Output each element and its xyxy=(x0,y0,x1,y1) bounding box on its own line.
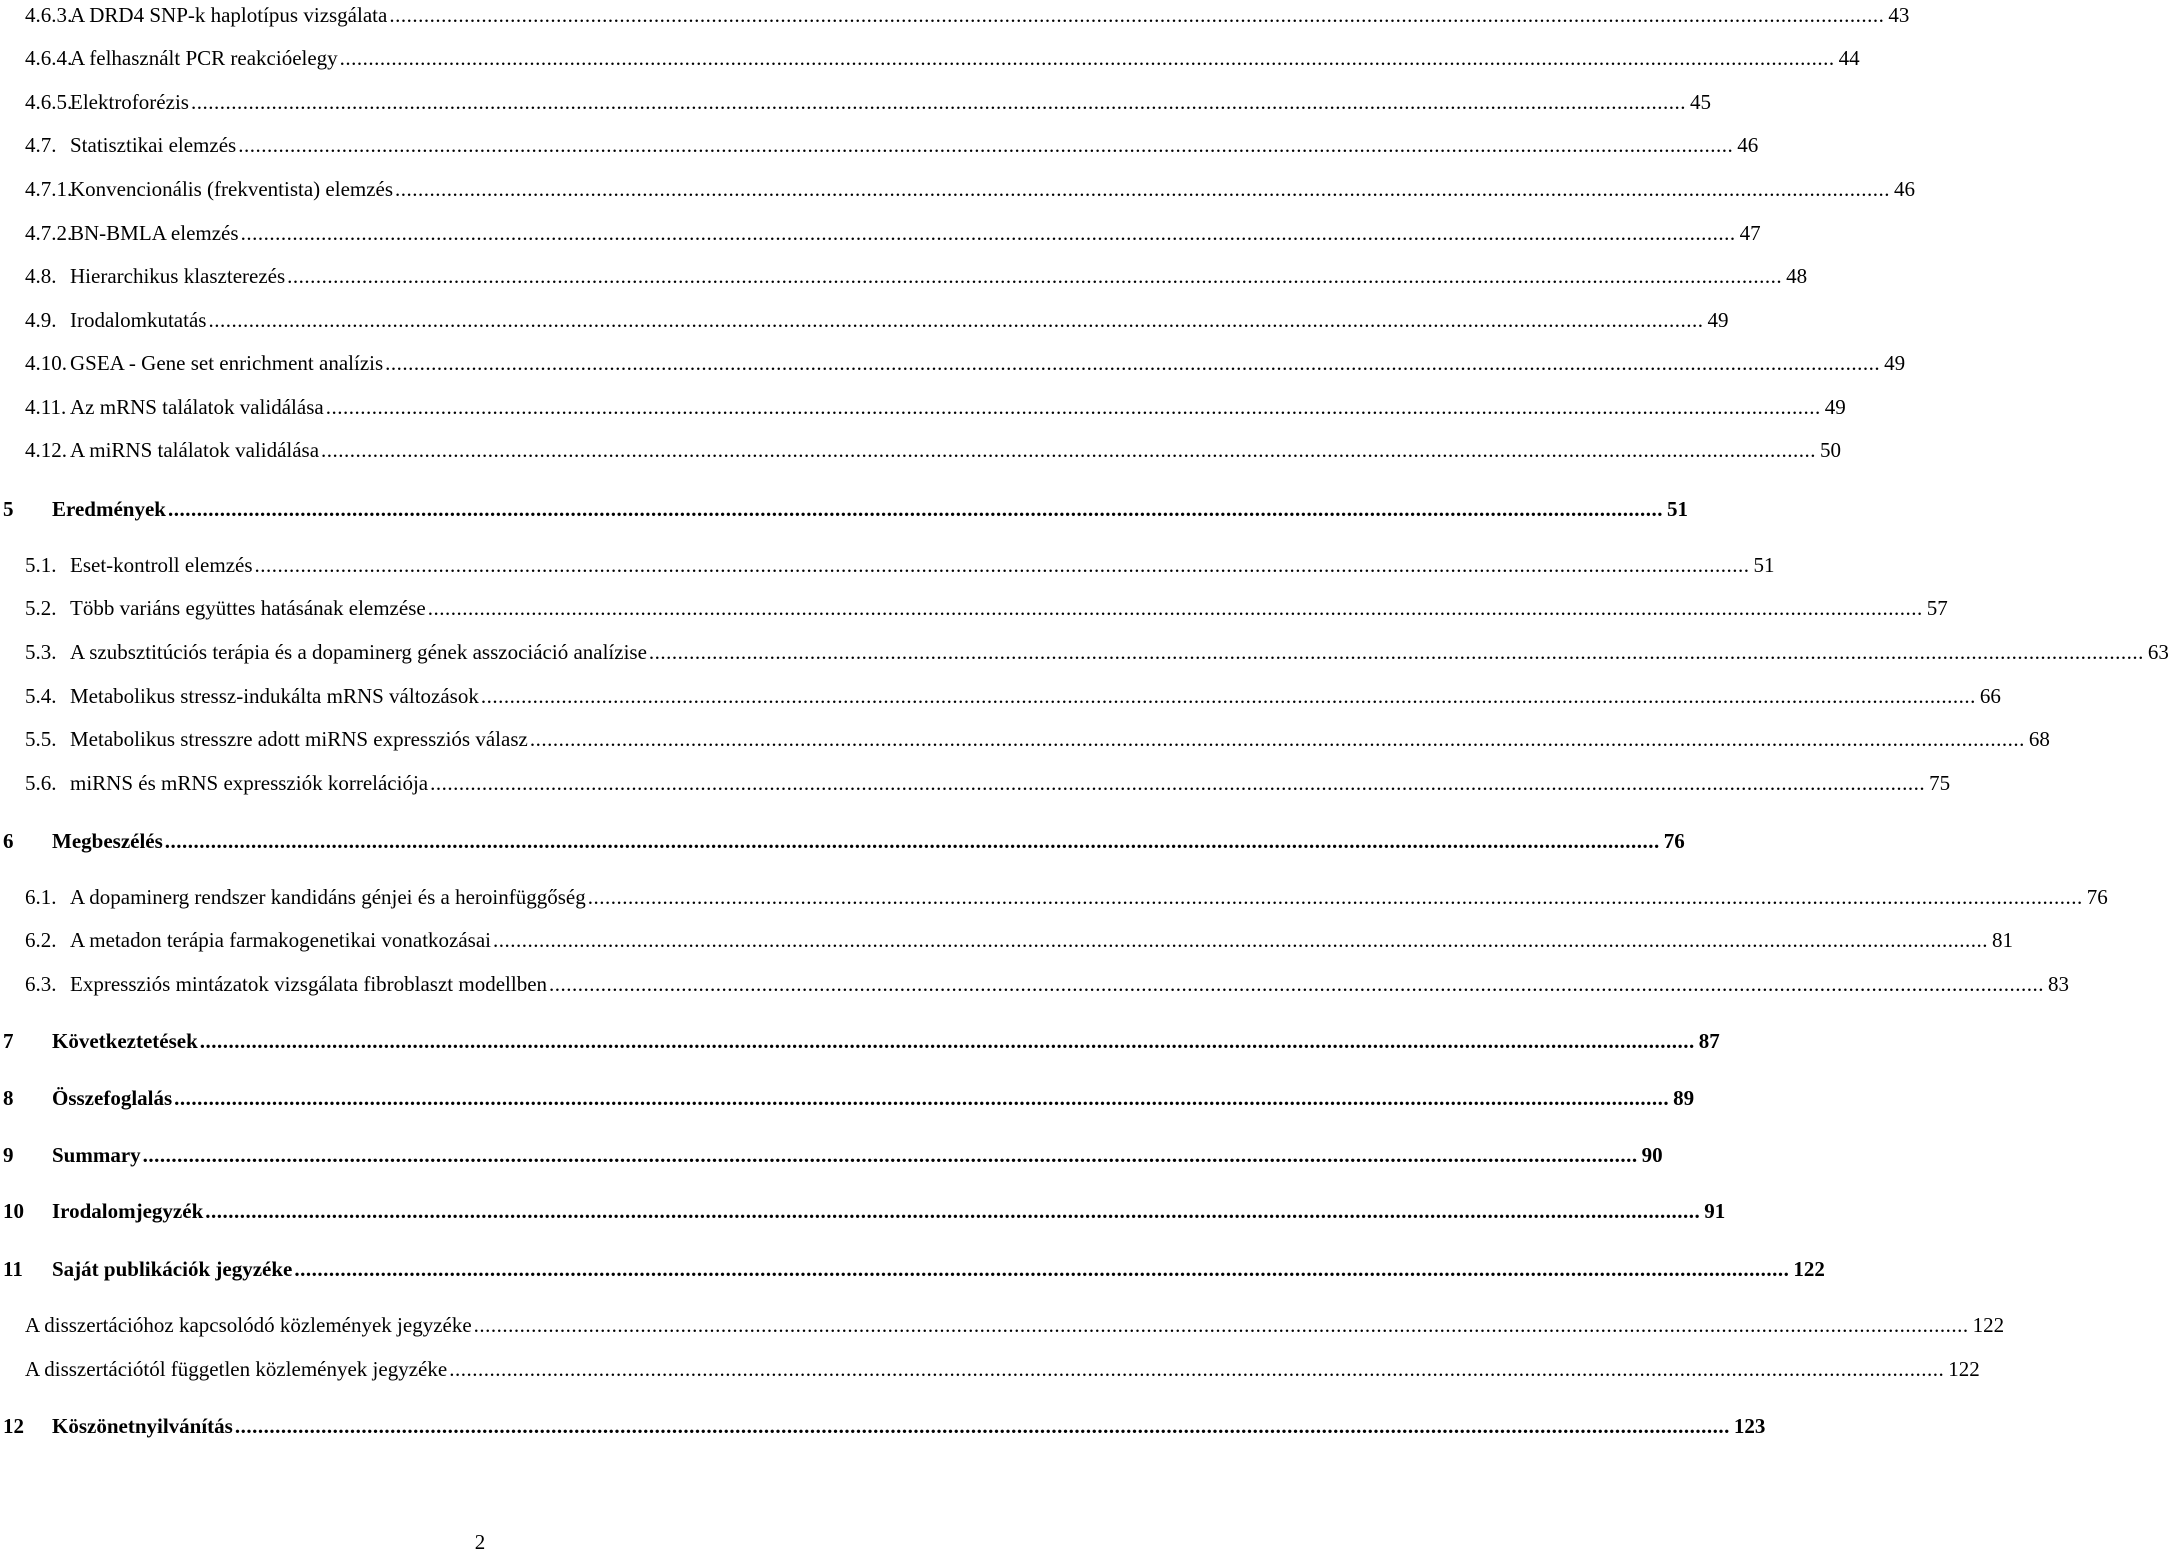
dot-leader: .................................................................................................................................................................................................................................................................... xyxy=(473,1313,1969,1337)
dot-leader: .................................................................................................................................................................................................................................................................... xyxy=(238,133,1734,157)
toc-entry[interactable] xyxy=(0,1254,1825,1284)
toc-entry-page: 81 xyxy=(1992,928,2013,952)
toc-entry-title: BN-BMLA elemzés xyxy=(70,221,239,245)
dot-leader: .................................................................................................................................................................................................................................................................... xyxy=(549,972,2045,996)
toc-entry[interactable] xyxy=(0,1083,1695,1113)
dot-leader: .................................................................................................................................................................................................................................................................... xyxy=(325,395,1821,419)
toc-entry[interactable] xyxy=(0,637,2169,667)
toc-entry[interactable] xyxy=(0,392,1846,422)
toc-entry[interactable] xyxy=(0,1026,1720,1056)
toc-entry-title: Összefoglalás xyxy=(52,1086,173,1110)
toc-entry-page: 51 xyxy=(1666,497,1688,521)
toc-entry-number: 4.6.3. xyxy=(25,3,73,27)
dot-leader: .................................................................................................................................................................................................................................................................... xyxy=(240,221,1736,245)
toc-entry[interactable] xyxy=(0,925,2013,955)
toc-entry-page: 51 xyxy=(1753,553,1775,577)
toc-entry-title: Az mRNS találatok validálása xyxy=(70,395,324,419)
dot-leader: .................................................................................................................................................................................................................................................................... xyxy=(427,596,1923,620)
toc-entry-page: 57 xyxy=(1926,596,1948,620)
toc-entry[interactable] xyxy=(0,1140,1663,1170)
toc-entry-number: 10 xyxy=(3,1199,24,1223)
dot-leader: .................................................................................................................................................................................................................................................................... xyxy=(190,90,1686,114)
toc-entry-title: Eredmények xyxy=(52,497,166,521)
toc-entry[interactable] xyxy=(0,174,1916,204)
toc-entry-page: 83 xyxy=(2048,972,2070,996)
toc-entry-number: 4.6.5. xyxy=(25,90,73,114)
toc-entry-page: 49 xyxy=(1824,395,1846,419)
toc-entry-title: Elektroforézis xyxy=(70,90,189,114)
toc-entry-page: 45 xyxy=(1689,90,1711,114)
dot-leader: .................................................................................................................................................................................................................................................................... xyxy=(287,264,1783,288)
toc-entry[interactable] xyxy=(0,826,1685,856)
toc-entry-page: 43 xyxy=(1888,3,1910,27)
toc-entry-page: 49 xyxy=(1707,308,1729,332)
toc-entry-title: A metadon terápia farmakogenetikai vonatkozásai xyxy=(70,928,491,952)
toc-entry-title: Hierarchikus klaszterezés xyxy=(70,264,286,288)
toc-entry[interactable] xyxy=(0,1196,1726,1226)
toc-entry-title: Irodalomjegyzék xyxy=(52,1199,204,1223)
toc-entry-title: Expressziós mintázatok vizsgálata fibroblaszt modellben xyxy=(70,972,548,996)
toc-entry-number: 5.2. xyxy=(25,596,57,620)
toc-entry[interactable] xyxy=(0,87,1711,117)
toc-entry-page: 123 xyxy=(1733,1414,1766,1438)
toc-entry-number: 6.2. xyxy=(25,928,57,952)
toc-entry-number: 6.3. xyxy=(25,972,57,996)
toc-entry[interactable] xyxy=(0,348,1906,378)
page-number: 2 xyxy=(474,1530,486,1554)
toc-entry-title: Következtetések xyxy=(52,1029,198,1053)
toc-entry[interactable] xyxy=(0,261,1808,291)
toc-entry[interactable] xyxy=(0,305,1729,335)
toc-entry-title: Summary xyxy=(52,1143,141,1167)
toc-entry-page: 47 xyxy=(1739,221,1761,245)
toc-entry-page: 122 xyxy=(1972,1313,2005,1337)
toc-entry-title: A szubsztitúciós terápia és a dopaminerg gének asszociáció analízise xyxy=(70,640,647,664)
toc-entry-page: 122 xyxy=(1948,1357,1980,1381)
dot-leader: .................................................................................................................................................................................................................................................................... xyxy=(395,177,1891,201)
toc-entry-number: 4.8. xyxy=(25,264,57,288)
dot-leader: .................................................................................................................................................................................................................................................................... xyxy=(385,351,1881,375)
toc-entry-title: A disszertációhoz kapcsolódó közlemények jegyzéke xyxy=(25,1313,472,1337)
toc-entry-number: 4.7.1. xyxy=(25,177,73,201)
dot-leader: .................................................................................................................................................................................................................................................................... xyxy=(254,553,1750,577)
dot-leader: .................................................................................................................................................................................................................................................................... xyxy=(648,640,2144,664)
toc-entry-page: 48 xyxy=(1786,264,1808,288)
toc-entry-number: 4.9. xyxy=(25,308,57,332)
dot-leader: .................................................................................................................................................................................................................................................................... xyxy=(587,885,2083,909)
toc-entry-number: 8 xyxy=(3,1086,14,1110)
toc-entry[interactable] xyxy=(0,1310,2005,1340)
dot-leader: .................................................................................................................................................................................................................................................................... xyxy=(174,1086,1670,1110)
toc-entry-page: 76 xyxy=(2086,885,2108,909)
toc-entry-number: 9 xyxy=(3,1143,14,1167)
toc-entry-page: 90 xyxy=(1641,1143,1663,1167)
toc-entry-title: Több variáns együttes hatásának elemzése xyxy=(70,596,426,620)
dot-leader: .................................................................................................................................................................................................................................................................... xyxy=(199,1029,1695,1053)
toc-entry[interactable] xyxy=(0,1411,1766,1441)
dot-leader: .................................................................................................................................................................................................................................................................... xyxy=(142,1143,1638,1167)
toc-entry[interactable] xyxy=(0,130,1759,160)
dot-leader: .................................................................................................................................................................................................................................................................... xyxy=(449,1357,1945,1381)
dot-leader: .................................................................................................................................................................................................................................................................... xyxy=(389,3,1885,27)
toc-entry-number: 6 xyxy=(3,829,14,853)
toc-entry-title: A dopaminerg rendszer kandidáns génjei és a heroinfüggőség xyxy=(70,885,586,909)
dot-leader: .................................................................................................................................................................................................................................................................... xyxy=(234,1414,1730,1438)
toc-entry-number: 6.1. xyxy=(25,885,57,909)
toc-entry[interactable] xyxy=(0,724,2050,754)
toc-entry-page: 87 xyxy=(1698,1029,1720,1053)
toc-entry-page: 68 xyxy=(2028,727,2050,751)
dot-leader: .................................................................................................................................................................................................................................................................... xyxy=(430,771,1926,795)
toc-entry-page: 89 xyxy=(1673,1086,1695,1110)
toc-entry-page: 49 xyxy=(1884,351,1906,375)
toc-entry-title: GSEA - Gene set enrichment analízis xyxy=(70,351,384,375)
toc-entry-number: 5.1. xyxy=(25,553,57,577)
toc-entry[interactable] xyxy=(0,1354,1980,1384)
dot-leader: .................................................................................................................................................................................................................................................................... xyxy=(493,928,1988,952)
dot-leader: .................................................................................................................................................................................................................................................................... xyxy=(167,497,1663,521)
toc-entry[interactable] xyxy=(0,882,2108,912)
toc-entry-title: Eset-kontroll elemzés xyxy=(70,553,253,577)
toc-entry-page: 50 xyxy=(1820,438,1842,462)
toc-entry-page: 46 xyxy=(1737,133,1759,157)
toc-entry-title: A felhasznált PCR reakcióelegy xyxy=(70,46,338,70)
toc-entry-number: 11 xyxy=(3,1257,23,1281)
toc-entry[interactable] xyxy=(0,969,2070,999)
dot-leader: .................................................................................................................................................................................................................................................................... xyxy=(480,684,1976,708)
toc-entry-title: Konvencionális (frekventista) elemzés xyxy=(70,177,394,201)
toc-entry-number: 4.12. xyxy=(25,438,67,462)
toc-entry-number: 5.6. xyxy=(25,771,57,795)
toc-entry-page: 75 xyxy=(1929,771,1951,795)
toc-entry-title: miRNS és mRNS expressziók korrelációja xyxy=(70,771,429,795)
toc-entry-number: 5.3. xyxy=(25,640,57,664)
toc-entry-title: A miRNS találatok validálása xyxy=(70,438,320,462)
toc-entry-title: Megbeszélés xyxy=(52,829,163,853)
toc-entry-title: Köszönetnyilvánítás xyxy=(52,1414,233,1438)
toc-entry[interactable] xyxy=(0,218,1761,248)
dot-leader: .................................................................................................................................................................................................................................................................... xyxy=(164,829,1660,853)
toc-entry[interactable] xyxy=(0,681,2001,711)
toc-entry-number: 4.7.2. xyxy=(25,221,73,245)
toc-entry[interactable] xyxy=(0,0,1910,30)
dot-leader: .................................................................................................................................................................................................................................................................... xyxy=(205,1199,1701,1223)
toc-entry-page: 122 xyxy=(1793,1257,1825,1281)
toc-entry-title: Irodalomkutatás xyxy=(70,308,207,332)
dot-leader: .................................................................................................................................................................................................................................................................... xyxy=(321,438,1817,462)
toc-entry[interactable] xyxy=(0,435,1842,465)
dot-leader: .................................................................................................................................................................................................................................................................... xyxy=(208,308,1704,332)
dot-leader: .................................................................................................................................................................................................................................................................... xyxy=(294,1257,1790,1281)
toc-entry-title: Statisztikai elemzés xyxy=(70,133,237,157)
dot-leader: .................................................................................................................................................................................................................................................................... xyxy=(339,46,1835,70)
toc-entry-number: 5.4. xyxy=(25,684,57,708)
toc-entry-page: 66 xyxy=(1979,684,2001,708)
toc-entry-number: 7 xyxy=(3,1029,14,1053)
toc-entry-number: 5 xyxy=(3,497,14,521)
toc-entry[interactable] xyxy=(0,550,1775,580)
toc-entry-page: 76 xyxy=(1663,829,1685,853)
toc-entry-number: 5.5. xyxy=(25,727,57,751)
toc-entry[interactable] xyxy=(0,494,1688,524)
toc-entry-title: A DRD4 SNP-k haplotípus vizsgálata xyxy=(70,3,388,27)
toc-entry-title: Metabolikus stressz-indukálta mRNS változások xyxy=(70,684,479,708)
toc-entry-title: Metabolikus stresszre adott miRNS expressziós válasz xyxy=(70,727,528,751)
toc-entry-page: 91 xyxy=(1704,1199,1726,1223)
toc-entry-title: A disszertációtól független közlemények jegyzéke xyxy=(25,1357,448,1381)
toc-entry[interactable] xyxy=(0,768,1951,798)
toc-entry-number: 4.10. xyxy=(25,351,67,375)
toc-entry-page: 63 xyxy=(2147,640,2169,664)
dot-leader: .................................................................................................................................................................................................................................................................... xyxy=(529,727,2025,751)
toc-entry-number: 4.11. xyxy=(25,395,67,419)
toc-entry-number: 4.6.4. xyxy=(25,46,73,70)
toc-entry-title: Saját publikációk jegyzéke xyxy=(52,1257,293,1281)
toc-entry[interactable] xyxy=(0,43,1860,73)
toc-entry-number: 12 xyxy=(3,1414,24,1438)
toc-entry-number: 4.7. xyxy=(25,133,57,157)
toc-entry[interactable] xyxy=(0,593,1948,623)
toc-entry-page: 46 xyxy=(1894,177,1916,201)
toc-entry-page: 44 xyxy=(1838,46,1860,70)
